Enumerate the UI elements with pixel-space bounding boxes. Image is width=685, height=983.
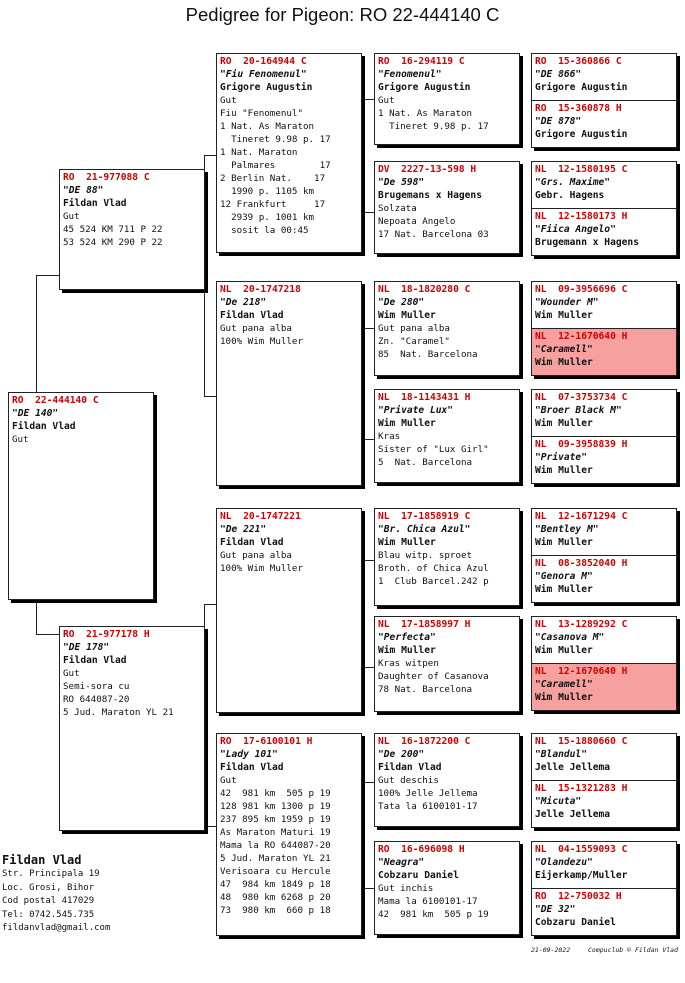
pigeon-owner: Wim Muller (378, 645, 436, 656)
pigeon-card-grandsire-paternal[interactable] (216, 53, 362, 253)
pigeon-info: Gut inchis (378, 883, 434, 894)
pigeon-name: "Bentley M" (535, 524, 599, 535)
ring-number: NL 17-1858919 C (378, 511, 471, 522)
connector (520, 757, 521, 805)
connector (520, 189, 521, 236)
pigeon-info: Zn. "Caramel" (378, 336, 450, 347)
pigeon-name: "De 280" (378, 297, 425, 308)
pigeon-owner: Wim Muller (535, 465, 593, 476)
pigeon-owner: Fildan Vlad (63, 655, 127, 666)
pigeon-info: Blau witp. sproet (378, 550, 473, 561)
ring-number: NL 08-3852040 H (535, 558, 628, 569)
pigeon-name: "Blandul" (535, 749, 587, 760)
pigeon-name: "DE 140" (12, 408, 59, 419)
pigeon-owner: Wim Muller (535, 584, 593, 595)
pigeon-card-gen3[interactable] (374, 53, 520, 145)
pigeon-info: 73 980 km 660 p 18 (220, 905, 331, 916)
pigeon-name: "Private Lux" (378, 405, 454, 416)
pigeon-info: Gut pana alba (220, 550, 292, 561)
pigeon-info: Gut (378, 95, 395, 106)
pigeon-owner: Cobzaru Daniel (378, 870, 459, 881)
ring-number: DV 2227-13-598 H (378, 164, 477, 175)
pigeon-card-sire[interactable] (59, 169, 205, 290)
pigeon-card-gen4[interactable] (531, 100, 677, 148)
connector (204, 604, 216, 605)
connector (520, 75, 521, 123)
pigeon-owner: Brugemann x Hagens (535, 237, 639, 248)
pigeon-owner: Wim Muller (535, 418, 593, 429)
ring-number: NL 15-1880660 C (535, 736, 628, 747)
pigeon-card-gen4[interactable] (531, 733, 677, 781)
connector (362, 99, 363, 212)
ring-number: RO 21-977178 H (63, 629, 150, 640)
connector (520, 532, 521, 580)
pigeon-info: 78 Nat. Barcelona (378, 684, 473, 695)
pigeon-owner: Wim Muller (535, 357, 593, 368)
pigeon-info: Gut (12, 434, 29, 445)
connector (362, 439, 374, 440)
pigeon-owner: Fildan Vlad (12, 421, 76, 432)
connector (520, 642, 521, 689)
ring-number: NL 12-1580195 C (535, 164, 628, 175)
pigeon-owner: Jelle Jellema (535, 762, 611, 773)
pigeon-name: "Caramell" (535, 679, 593, 690)
pigeon-owner: Eijerkamp/Muller (535, 870, 628, 881)
pigeon-card-granddam-maternal[interactable] (216, 733, 362, 936)
connector (520, 414, 521, 461)
pigeon-name: "DE 878" (535, 116, 582, 127)
pigeon-info: 2 Berlin Nat. 17 (220, 173, 326, 184)
pigeon-owner: Grigore Augustin (535, 82, 628, 93)
connector (36, 599, 37, 634)
pigeon-card-gen3[interactable] (374, 616, 520, 712)
ring-number: RO 15-360866 C (535, 56, 622, 67)
connector (362, 212, 374, 213)
connector (362, 782, 374, 783)
ring-number: NL 20-1747221 (220, 511, 301, 522)
pigeon-info: Broth. of Chica Azul (378, 563, 489, 574)
pigeon-info: 1 Nat. Maraton (220, 147, 298, 158)
pigeon-card-gen4-inbred[interactable] (531, 328, 677, 376)
pigeon-owner: Cobzaru Daniel (535, 917, 616, 928)
pigeon-info: Solzata (378, 203, 417, 214)
pigeon-card-gen3[interactable] (374, 508, 520, 606)
pigeon-name: "DE 178" (63, 642, 110, 653)
pigeon-info: 1 Nat. As Maraton (378, 108, 473, 119)
pigeon-name: "Fiu Fenomenul" (220, 69, 307, 80)
pigeon-owner: Grigore Augustin (220, 82, 313, 93)
pigeon-info: Daughter of Casanova (378, 671, 489, 682)
ring-number: RO 21-977088 C (63, 172, 150, 183)
pigeon-name: "Lady 101" (220, 749, 278, 760)
pigeon-card-gen4[interactable] (531, 555, 677, 603)
connector (204, 155, 216, 156)
pigeon-card-granddam-paternal[interactable] (216, 281, 362, 486)
connector (520, 866, 521, 913)
pigeon-owner: Fildan Vlad (220, 537, 284, 548)
pigeon-info: 128 981 km 1300 p 19 (220, 801, 331, 812)
pigeon-info: Gut (63, 668, 80, 679)
pigeon-card-gen4-inbred[interactable] (531, 663, 677, 711)
ring-number: RO 16-696098 H (378, 844, 465, 855)
pigeon-info: Tata la 6100101-17 (378, 801, 478, 812)
pigeon-info: 100% Jelle Jellema (378, 788, 478, 799)
ring-number: NL 18-1143431 H (378, 392, 471, 403)
connector (362, 99, 374, 100)
pigeon-info: RO 644087-20 (63, 694, 130, 705)
ring-number: NL 12-1670640 H (535, 666, 628, 677)
pigeon-info: Gut (220, 95, 237, 106)
pigeon-card-gen4[interactable] (531, 208, 677, 256)
pigeon-card-gen4[interactable] (531, 161, 677, 209)
pigeon-info: Gut pana alba (378, 323, 450, 334)
ring-number: NL 15-1321283 H (535, 783, 628, 794)
pigeon-info: 48 980 km 6268 p 20 (220, 892, 331, 903)
pigeon-info: Semi-sora cu (63, 681, 130, 692)
pigeon-owner: Brugemans x Hagens (378, 190, 482, 201)
pigeon-info: Tineret 9.98 p. 17 (378, 121, 489, 132)
pigeon-owner: Wim Muller (378, 418, 436, 429)
pigeon-info: Sister of "Lux Girl" (378, 444, 489, 455)
pigeon-card-subject[interactable] (8, 392, 154, 600)
breeder-phone: Tel: 0742.545.735 (2, 909, 95, 920)
ring-number: RO 12-750032 H (535, 891, 622, 902)
connector (362, 782, 363, 888)
pigeon-name: "Caramell" (535, 344, 593, 355)
pigeon-name: "Broer Black M" (535, 405, 622, 416)
pigeon-owner: Wim Muller (535, 692, 593, 703)
pigeon-owner: Wim Muller (378, 537, 436, 548)
connector (520, 305, 521, 353)
breeder-postal-code: Cod postal 417029 (2, 896, 95, 906)
pigeon-name: "Perfecta" (378, 632, 436, 643)
pigeon-info: Fiu "Fenomenul" (220, 108, 303, 119)
pigeon-name: "Wounder M" (535, 297, 599, 308)
pigeon-card-gen4[interactable] (531, 888, 677, 936)
connector (362, 560, 374, 561)
pigeon-name: "Genora M" (535, 571, 593, 582)
connector (204, 826, 216, 827)
pigeon-info: 5 Nat. Barcelona (378, 457, 473, 468)
pigeon-info: 2939 p. 1001 km (220, 212, 315, 223)
pigeon-name: "Br. Chica Azul" (378, 524, 471, 535)
connector (362, 328, 363, 439)
pigeon-owner: Fildan Vlad (378, 762, 442, 773)
connector (36, 634, 61, 635)
pigeon-owner: Jelle Jellema (535, 809, 611, 820)
pigeon-info: 45 524 KM 711 P 22 (63, 224, 163, 235)
pigeon-name: "De 200" (378, 749, 425, 760)
connector (362, 667, 374, 668)
ring-number: NL 12-1580173 H (535, 211, 628, 222)
pigeon-owner: Fildan Vlad (220, 310, 284, 321)
ring-number: NL 04-1559093 C (535, 844, 628, 855)
breeder-email[interactable]: fildanvlad@gmail.com (2, 923, 111, 933)
pigeon-info: 100% Wim Muller (220, 336, 303, 347)
pigeon-info: 237 895 km 1959 p 19 (220, 814, 331, 825)
pigeon-card-gen3[interactable] (374, 841, 520, 935)
ring-number: RO 15-360878 H (535, 103, 622, 114)
pigeon-info: 1 Club Barcel.242 p (378, 576, 489, 587)
pigeon-owner: Fildan Vlad (63, 198, 127, 209)
pigeon-name: "DE 866" (535, 69, 582, 80)
pigeon-name: "DE 32" (535, 904, 576, 915)
pigeon-info: Nepoata Angelo (378, 216, 456, 227)
pigeon-card-gen4[interactable] (531, 841, 677, 889)
pigeon-info: 5 Jud. Maraton YL 21 (220, 853, 331, 864)
ring-number: NL 12-1671294 C (535, 511, 628, 522)
pigeon-name: "Private" (535, 452, 587, 463)
pigeon-name: "Olandezu" (535, 857, 593, 868)
ring-number: NL 09-3956696 C (535, 284, 628, 295)
pigeon-card-gen3[interactable] (374, 389, 520, 483)
pigeon-info: Gut (63, 211, 80, 222)
connector (362, 560, 363, 667)
pigeon-card-gen4[interactable] (531, 616, 677, 664)
footer-credit: Compuclub © Fildan Vlad (588, 946, 679, 954)
pigeon-info: 42 981 km 505 p 19 (220, 788, 331, 799)
ring-number: NL 18-1820280 C (378, 284, 471, 295)
pigeon-owner: Fildan Vlad (220, 762, 284, 773)
pigeon-card-grandsire-maternal[interactable] (216, 508, 362, 713)
pigeon-name: "Grs. Maxime" (535, 177, 611, 188)
footer-date: 21-09-2022 (531, 946, 571, 954)
ring-number: RO 22-444140 C (12, 395, 99, 406)
pigeon-owner: Wim Muller (535, 310, 593, 321)
pigeon-info: 12 Frankfurt 17 (220, 199, 326, 210)
breeder-locality: Loc. Grosi, Bihor (2, 882, 95, 893)
pigeon-card-gen4[interactable] (531, 780, 677, 828)
pigeon-owner: Wim Muller (378, 310, 436, 321)
pigeon-name: "Micuta" (535, 796, 582, 807)
ring-number: NL 09-3958839 H (535, 439, 628, 450)
pigeon-card-gen4[interactable] (531, 53, 677, 101)
pigeon-card-gen4[interactable] (531, 389, 677, 437)
pigeon-info: Mama la 6100101-17 (378, 896, 478, 907)
pigeon-info: As Maraton Maturi 19 (220, 827, 331, 838)
pigeon-card-gen4[interactable] (531, 508, 677, 556)
pigeon-info: 1 Nat. As Maraton (220, 121, 315, 132)
pigeon-name: "Casanova M" (535, 632, 605, 643)
pigeon-card-gen4[interactable] (531, 436, 677, 484)
connector (36, 275, 61, 276)
pigeon-info: Gut deschis (378, 775, 439, 786)
pigeon-info: sosit la 00:45 (220, 225, 309, 236)
ring-number: NL 12-1670640 H (535, 331, 628, 342)
pigeon-info: 5 Jud. Maraton YL 21 (63, 707, 174, 718)
pigeon-owner: Wim Muller (535, 645, 593, 656)
pigeon-info: 47 984 km 1849 p 18 (220, 879, 331, 890)
pigeon-owner: Wim Muller (535, 537, 593, 548)
pigeon-info: 53 524 KM 290 P 22 (63, 237, 163, 248)
ring-number: NL 17-1858997 H (378, 619, 471, 630)
pigeon-info: 1990 p. 1105 km (220, 186, 315, 197)
connector (36, 275, 37, 392)
breeder-name: Fildan Vlad (2, 853, 82, 867)
ring-number: NL 13-1289292 C (535, 619, 628, 630)
pigeon-card-gen4[interactable] (531, 281, 677, 329)
ring-number: RO 20-164944 C (220, 56, 307, 67)
connector (362, 888, 374, 889)
pigeon-info: Mama la RO 644087-20 (220, 840, 331, 851)
ring-number: RO 17-6100101 H (220, 736, 313, 747)
pigeon-name: "DE 88" (63, 185, 104, 196)
pigeon-card-gen3[interactable] (374, 281, 520, 376)
pigeon-info: 85 Nat. Barcelona (378, 349, 478, 360)
pigeon-info: Gut (220, 775, 237, 786)
pigeon-name: "Fenomenul" (378, 69, 442, 80)
connector (362, 328, 374, 329)
ring-number: NL 16-1872200 C (378, 736, 471, 747)
breeder-address: Str. Principala 19 (2, 869, 100, 879)
pigeon-name: "De 218" (220, 297, 267, 308)
pigeon-owner: Grigore Augustin (378, 82, 471, 93)
pigeon-card-dam[interactable] (59, 626, 205, 831)
pigeon-info: Kras witpen (378, 658, 439, 669)
pigeon-info: 100% Wim Muller (220, 563, 303, 574)
ring-number: NL 07-3753734 C (535, 392, 628, 403)
pigeon-name: "Neagra" (378, 857, 425, 868)
pigeon-name: "De 598" (378, 177, 425, 188)
connector (204, 396, 216, 397)
pigeon-info: 17 Nat. Barcelona 03 (378, 229, 489, 240)
pigeon-info: 42 981 km 505 p 19 (378, 909, 489, 920)
breeder-info (2, 852, 110, 936)
pigeon-name: "De 221" (220, 524, 267, 535)
pigeon-info: Palmares 17 (220, 160, 331, 171)
pigeon-name: "Fiica Angelo" (535, 224, 616, 235)
pigeon-info: Gut pana alba (220, 323, 292, 334)
pigeon-owner: Grigore Augustin (535, 129, 628, 140)
pigeon-card-gen3[interactable] (374, 161, 520, 254)
ring-number: NL 20-1747218 (220, 284, 301, 295)
pigeon-owner: Gebr. Hagens (535, 190, 605, 201)
pigeon-info: Tineret 9.98 p. 17 (220, 134, 331, 145)
page-title: Pedigree for Pigeon: RO 22-444140 C (185, 4, 500, 25)
pigeon-info: Verisoara cu Hercule (220, 866, 331, 877)
ring-number: RO 16-294119 C (378, 56, 465, 67)
pigeon-info: Kras (378, 431, 401, 442)
pigeon-card-gen3[interactable] (374, 733, 520, 827)
